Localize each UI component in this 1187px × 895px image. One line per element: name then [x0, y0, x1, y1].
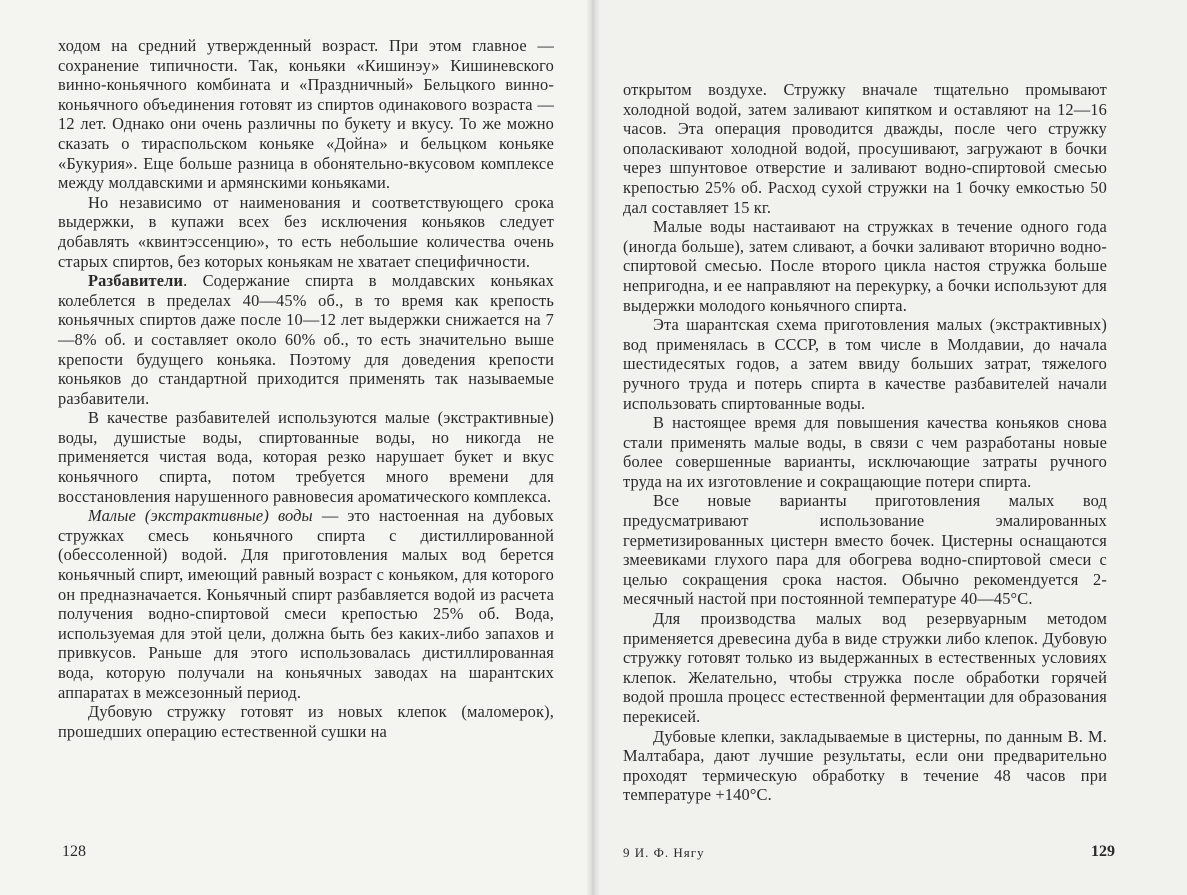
paragraph: Все новые варианты приготовления малых вод предусматривают использование эмалированных герметизированных цистерн вместо бочек. Цистерны оснащаются змеевиками глухого пара для обогрева водно-спиртовой смеси с целью сокращения срока настоя. Обычно рекомендуется 2-месячный настой при постоянной температуре 40—45°С. — [623, 491, 1107, 609]
page-number-right: 129 — [1091, 843, 1115, 860]
printer-signature: 9 И. Ф. Нягу — [623, 845, 705, 860]
paragraph — [58, 271, 554, 408]
paragraph: открытом воздухе. Стружку вначале тщательно промывают холодной водой, затем заливают кипятком и оставляют на 12—16 часов. Эта операция проводится дважды, после чего стружку ополаскивают холодной водой, просушивают, загружают в бочки через шпунтовое отверстие и заливают водно-спиртовой смесью крепостью 25% об. Расход сухой стружки на 1 бочку емкостью 50 дал составляет 15 кг. — [623, 80, 1107, 217]
paragraph: Дубовую стружку готовят из новых клепок (маломерок), прошедших операцию естественной сушки на — [58, 702, 554, 741]
paragraph — [58, 506, 554, 702]
paragraph: Дубовые клепки, закладываемые в цистерны, по данным В. М. Малтабара, дают лучшие результаты, если они предварительно проходят термическую обработку в течение 48 часов при температуре +140°С. — [623, 726, 1107, 805]
paragraph: Эта шарантская схема приготовления малых (экстрактивных) вод применялась в СССР, в том числе в Молдавии, до начала шестидесятых годов, а затем ввиду больших затрат, тяжелого ручного труда и потерь спирта в качестве разбавителей начали использовать спиртованные воды. — [623, 315, 1107, 413]
right-page-text — [623, 80, 1107, 805]
paragraph: Но независимо от наименования и соответствующего срока выдержки, в купажи всех без исключения коньяков следует добавлять «квинтэссенцию», то есть небольшие количества очень старых спиртов, без которых коньякам не хватает специфичности. — [58, 192, 554, 271]
paragraph: В качестве разбавителей используются малые (экстрактивные) воды, душистые воды, спиртованные воды, но никогда не применяется чистая вода, которая резко нарушает букет и вкус коньячного спирта, потом требуется много времени для восстановления нарушенного равновесия ароматического комплекса. — [58, 408, 554, 506]
right-page — [593, 0, 1187, 895]
paragraph: ходом на средний утвержденный возраст. При этом главное — сохранение типичности. Так, коньяки «Кишинэу» Кишиневского винно-коньячного комбината и «Праздничный» Бельцкого винно-коньячного объединения готовят из спиртов одинакового возраста — 12 лет. Однако они очень различны по букету и вкусу. То же можно сказать о тираспольском коньяке «Дойна» и бельцком коньяке «Букурия». Еще больше разница в обонятельно-вкусовом комплексе между молдавскими и армянскими коньяками. — [58, 36, 554, 193]
paragraph: Для производства малых вод резервуарным методом применяется древесина дуба в виде стружки либо клепок. Дубовую стружку готовят только из выдержанных в естественных условиях клепок. Желательно, чтобы стружка после обработки горячей водой прошла процесс естественной ферментации для образования перекисей. — [623, 609, 1107, 726]
paragraph: В настоящее время для повышения качества коньяков снова стали применять малые воды, в связи с чем разработаны новые более совершенные варианты, исключающие затраты ручного труда на их изготовление и сокращающие потери спирта. — [623, 413, 1107, 491]
book-gutter — [586, 0, 600, 895]
paragraph-body: . Содержание спирта в молдавских коньяках колеблется в пределах 40—45% об., в то время как крепость коньячных спиртов даже после 10—12 лет выдержки снижается на 7—8% об. и составляет около 60% об., то есть значительно выше крепости будущего коньяка. Поэтому для доведения крепости коньяков до стандартной приходится применять так называемые разбавители. — [58, 271, 554, 408]
left-page — [0, 0, 593, 895]
page-number-left: 128 — [62, 843, 86, 860]
section-heading-small-waters: Малые (экстрактивные) воды — [88, 506, 313, 526]
section-heading-diluents: Разбавители — [88, 271, 184, 291]
left-page-text — [58, 36, 554, 741]
paragraph-body: — это настоенная на дубовых стружках смесь коньячного спирта с дистиллированной (обессоленной) водой. Для приготовления малых вод берется коньячный спирт, имеющий равный возраст с коньяком, для которого он предназначается. Коньячный спирт разбавляется водой из расчета получения водно-спиртовой смеси крепостью 25% об. Вода, используемая для этой цели, должна быть без каких-либо запахов и привкусов. Раньше для этого использовалась дистиллированная вода, которую получали на коньячных заводах на шарантских аппаратах в межсезонный период. — [58, 506, 554, 702]
paragraph: Малые воды настаивают на стружках в течение одного года (иногда больше), затем сливают, а бочки заливают вторично водно-спиртовой смесью. После второго цикла настоя стружка больше непригодна, и ее направляют на перекурку, а бочки используют для выдержки молодого коньячного спирта. — [623, 217, 1107, 315]
